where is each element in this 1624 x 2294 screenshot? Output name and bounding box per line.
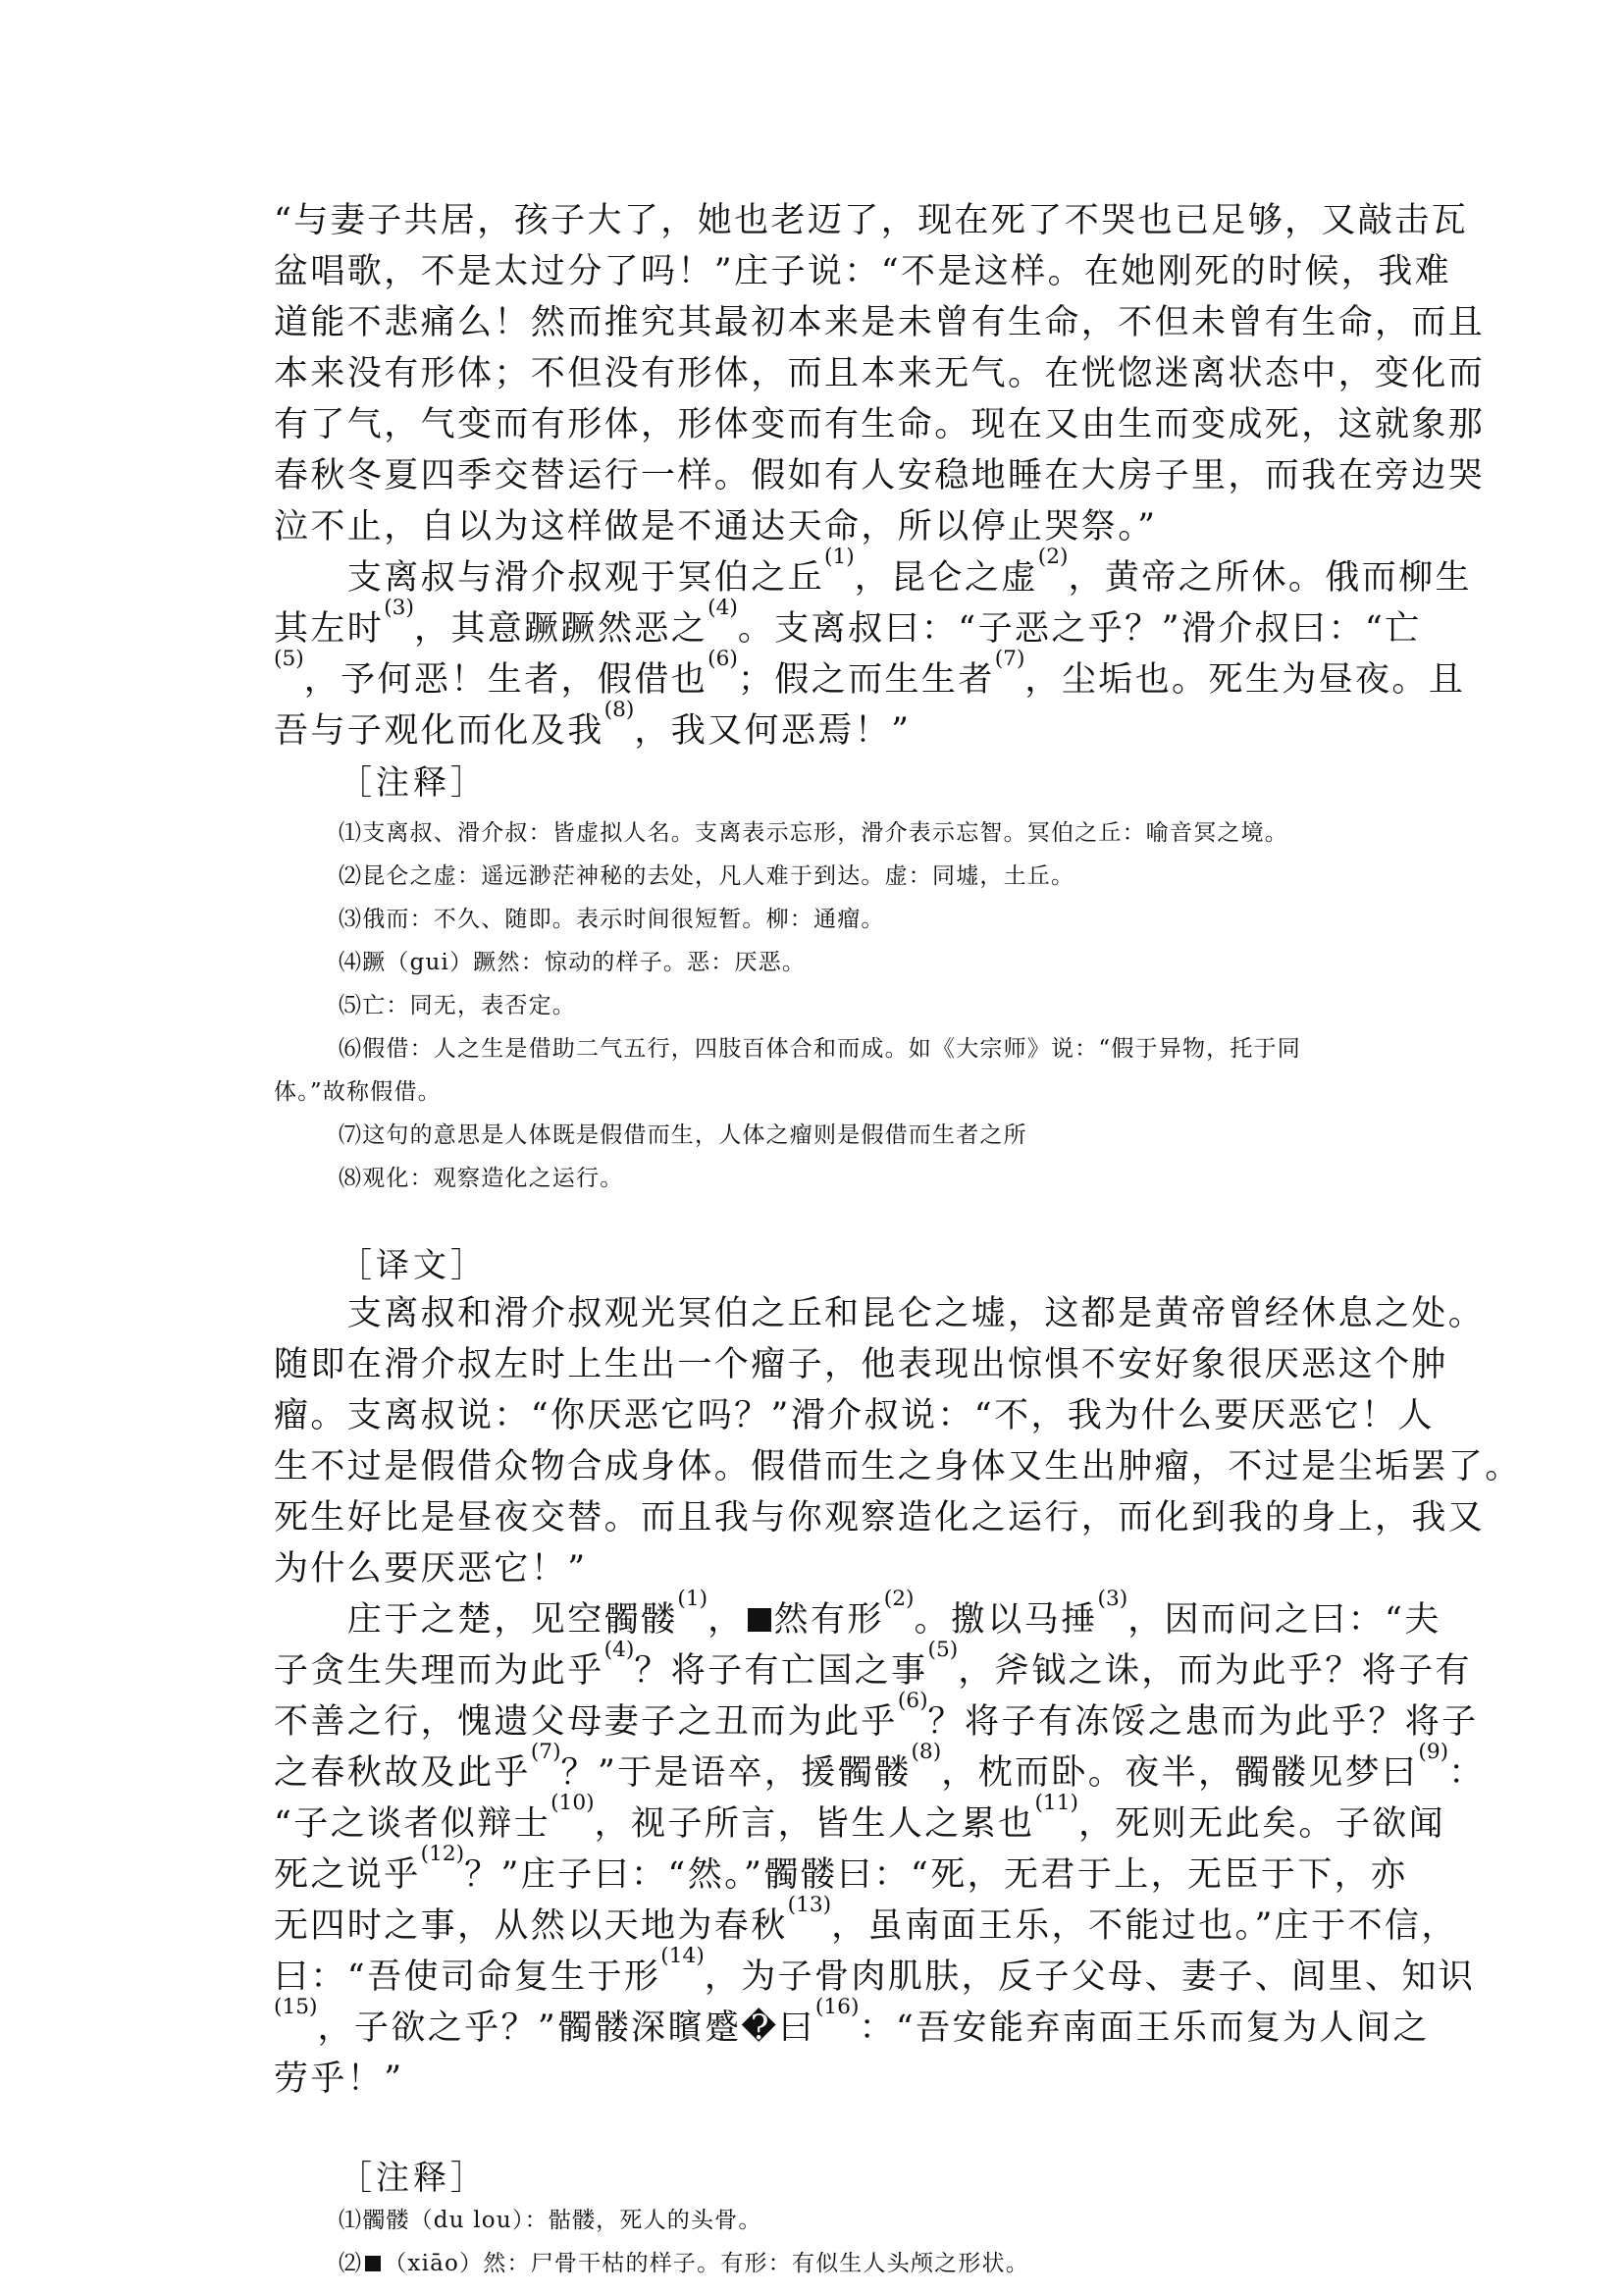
footnote-ref: (3) xyxy=(384,596,414,620)
text-line: 曰：“吾使司命复生于形$^{(14)}$，为子骨肉肌肤，反子父母、妻子、闾里、知识 xyxy=(274,1944,1476,1997)
missing-glyph-icon xyxy=(748,1608,771,1632)
text-line: 死之说乎$^{(12)}$？”庄子曰：“然。”髑髅曰：“死，无君于上，无臣于下，亦 xyxy=(274,1842,1408,1895)
footnote-ref: (15) xyxy=(274,1995,318,2019)
footnote-ref: (7) xyxy=(530,1740,561,1764)
text-line: 春秋冬夏四季交替运行一样。假如有人安稳地睡在大房子里，而我在旁边哭 xyxy=(274,456,1486,495)
footnote-ref: (13) xyxy=(787,1893,832,1917)
note-line: ⑵昆仑之虚：遥远渺茫神秘的去处，凡人难于到达。虚：同墟，土丘。 xyxy=(339,863,1075,889)
footnote-ref: (1) xyxy=(677,1587,708,1611)
text-line: 支离叔和滑介叔观光冥伯之丘和昆仑之墟，这都是黄帝曾经休息之处。 xyxy=(274,1294,1486,1333)
text-line: $^{(5)}$，予何恶！生者，假借也$^{(6)}$；假之而生生者$^{(7)}$，尘垢也。死生为昼夜。且 xyxy=(274,647,1466,700)
footnote-ref: (4) xyxy=(603,1638,635,1662)
note-line: ⑺这句的意思是人体既是假借而生，人体之瘤则是假借而生者之所 xyxy=(339,1122,1027,1148)
footnote-ref: (3) xyxy=(1097,1587,1128,1611)
text-line: 庄于之楚，见空髑髅$^{(1)}$， 然有形$^{(2)}$。撽以马捶$^{(3)}$，因而问之曰：“夫 xyxy=(274,1587,1441,1640)
note-line: ⑹假借：人之生是借助二气五行，四肢百体合和而成。如《大宗师》说：“假于异物，托于同 xyxy=(339,1036,1301,1062)
note-line: ⑴髑髅（du lou）：骷髅，死人的头骨。 xyxy=(339,2208,762,2233)
note-line: ⑶俄而：不久、随即。表示时间很短暂。柳：通瘤。 xyxy=(339,907,885,932)
footnote-ref: (1) xyxy=(824,545,855,569)
section-heading: ［注释］ xyxy=(339,2159,488,2198)
text-line: 瘤。支离叔说：“你厌恶它吗？”滑介叔说：“不，我为什么要厌恶它！人 xyxy=(274,1396,1435,1435)
footnote-ref: (14) xyxy=(660,1944,705,1968)
text-line: “与妻子共居，孩子大了，她也老迈了，现在死了不哭也已足够，又敲击瓦 xyxy=(274,201,1469,240)
text-line: 有了气，气变而有形体，形体变而有生命。现在又由生而变成死，这就象那 xyxy=(274,405,1486,444)
section-heading: ［注释］ xyxy=(339,763,488,803)
text-line: 无四时之事，从然以天地为春秋$^{(13)}$，虽南面王乐，不能过也。”庄于不信， xyxy=(274,1893,1458,1946)
text-line: 之春秋故及此乎$^{(7)}$？”于是语卒，援髑髅$^{(8)}$，枕而卧。夜半，髑髅见梦曰$^{(9)}$： xyxy=(274,1740,1486,1793)
footnote-ref: (7) xyxy=(994,647,1025,671)
footnote-ref: (5) xyxy=(274,647,304,671)
note-line: ⑻观化：观察造化之运行。 xyxy=(339,1166,624,1191)
footnote-ref: (2) xyxy=(883,1587,915,1611)
text-line: 随即在滑介叔左时上生出一个瘤子，他表现出惊惧不安好象很厌恶这个肿 xyxy=(274,1345,1448,1384)
footnote-ref: (12) xyxy=(420,1842,465,1866)
section-heading: ［译文］ xyxy=(339,1246,488,1285)
text-line: 不善之行，愧遗父母妻子之丑而为此乎$^{(6)}$？将子有冻馁之患而为此乎？将子 xyxy=(274,1689,1479,1742)
text-line: “子之谈者似辩士$^{(10)}$，视子所言，皆生人之累也$^{(11)}$，死则无此矣。子欲闻 xyxy=(274,1791,1445,1844)
footnote-ref: (8) xyxy=(911,1740,942,1764)
footnote-ref: (11) xyxy=(1034,1791,1078,1815)
text-line: 泣不止，自以为这样做是不通达天命，所以停止哭祭。” xyxy=(274,507,1158,547)
text-line: 支离叔与滑介叔观于冥伯之丘$^{(1)}$，昆仑之虚$^{(2)}$，黄帝之所休。俄而柳生 xyxy=(274,545,1472,598)
text-line: 劳乎！” xyxy=(274,2059,404,2099)
note-line: ⑵ （xiāo）然：尸骨干枯的样子。有形：有似生人头颅之形状。 xyxy=(339,2251,1029,2276)
text-line: $^{(15)}$，子欲之乎？”髑髅深矉蹙�曰$^{(16)}$：“吾安能弃南面王乐而复为人间之 xyxy=(274,1995,1430,2048)
footnote-ref: (4) xyxy=(707,596,738,620)
text-line: 子贪生失理而为此乎$^{(4)}$？将子有亡国之事$^{(5)}$，斧钺之诛，而为此乎？将子有 xyxy=(274,1638,1472,1691)
footnote-ref: (10) xyxy=(550,1791,595,1815)
footnote-ref: (9) xyxy=(1418,1740,1449,1764)
text-line: 为什么要厌恶它！” xyxy=(274,1549,588,1589)
text-line: 死生好比是昼夜交替。而且我与你观察造化之运行，而化到我的身上，我又 xyxy=(274,1498,1486,1538)
footnote-ref: (6) xyxy=(897,1689,928,1713)
text-line: 其左时$^{(3)}$，其意蹶蹶然恶之$^{(4)}$。支离叔曰：“子恶之乎？”滑介叔曰：“亡 xyxy=(274,596,1422,649)
text-line: 本来没有形体；不但没有形体，而且本来无气。在恍惚迷离状态中，变化而 xyxy=(274,354,1486,393)
text-line: 吾与子观化而化及我$^{(8)}$，我又何恶焉！” xyxy=(274,698,912,751)
note-line: 体。”故称假借。 xyxy=(274,1079,442,1105)
note-line: ⑸亡：同无，表否定。 xyxy=(339,993,576,1018)
footnote-ref: (5) xyxy=(927,1638,959,1662)
note-line: ⑴支离叔、滑介叔：皆虚拟人名。支离表示忘形，滑介表示忘智。冥伯之丘：喻音冥之境。 xyxy=(339,820,1288,846)
missing-glyph-icon xyxy=(365,2256,381,2271)
footnote-ref: (2) xyxy=(1037,545,1069,569)
text-line: 生不过是假借众物合成身体。假借而生之身体又生出肿瘤，不过是尘垢罢了。 xyxy=(274,1447,1522,1486)
footnote-ref: (6) xyxy=(707,647,738,671)
text-line: 道能不悲痛么！然而推究其最初本来是未曾有生命，不但未曾有生命，而且 xyxy=(274,303,1486,342)
footnote-ref: (16) xyxy=(814,1995,860,2019)
text-line: 盆唱歌，不是太过分了吗！”庄子说：“不是这样。在她刚死的时候，我难 xyxy=(274,252,1451,291)
footnote-ref: (8) xyxy=(603,698,635,722)
note-line: ⑷蹶（gui）蹶然：惊动的样子。恶：厌恶。 xyxy=(339,950,807,975)
